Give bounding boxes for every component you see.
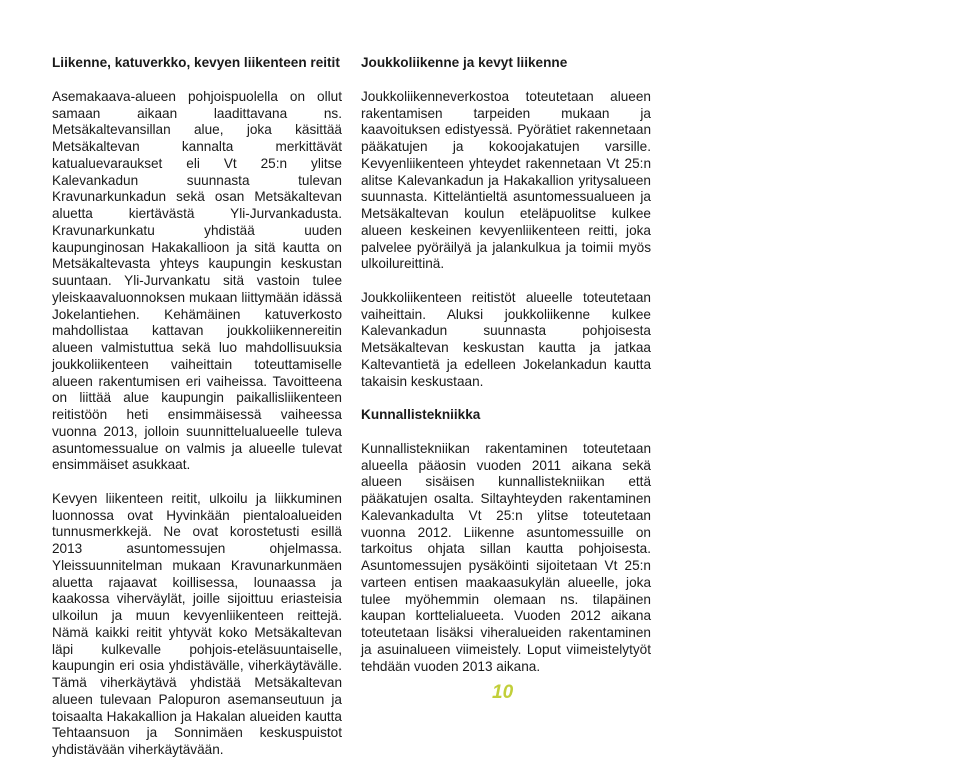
page-number: 10 bbox=[492, 682, 514, 703]
utilities-paragraph-1: Kunnallistekniikan rakentaminen toteutetaan alueella pääosin vuoden 2011 aikana sekä alueen sisäisen kunnallistekniikan että pääkatujen osalta. Siltayhteyden rakentaminen Kalevankadulta Vt 25:n ylitse toteutetaan vuonna 2012. Liikenne asuntomessuille on tarkoitus ohjata sillan kautta pohjoisesta. Asuntomessujen pysäköinti sijoitetaan Vt 25:n varteen entisen maakaasukylän alueelle, joka tulee myöhemmin olemaan ns. tilapäinen kaupan korttelialueeta. Vuoden 2012 aikana toteutetaan lisäksi viheralueiden rakentaminen ja asuinalueen viimeistely. Loput viimeistelytyöt tehdään vuoden 2013 aikana. bbox=[361, 440, 651, 674]
public-transport-heading: Joukkoliikenne ja kevyt liikenne bbox=[361, 55, 568, 70]
traffic-heading: Liikenne, katuverkko, kevyen liikenteen reitit bbox=[52, 55, 340, 70]
left-column bbox=[52, 55, 342, 776]
traffic-paragraph-2: Kevyen liikenteen reitit, ulkoilu ja liikkuminen luonnossa ovat Hyvinkään pientaloalueiden tunnusmerkkejä. Ne ovat korostetusti esillä 2013 asuntomessujen ohjelmassa. Yleissuunnitelman mukaan Kravunarkunmäen aluetta rajaavat koillisessa, lounaassa ja kaakossa viherväylät, joille sijoittuu eriasteisia ulkoilun ja muun kevyenliikenteen reittejä. Nämä kaikki reitit yhtyvät koko Metsäkaltevan läpi kulkevalle pohjois-eteläsuuntaiselle, kaupungin eri osia yhdistävälle, viherkäytävälle. Tämä viherkäytävä yhdistää Metsäkaltevan alueen tulevaan Palopuron asemanseutuun ja toisaalta Hakakallion ja Hakalan alueiden kautta Tehtaansuon ja Sonnimäen keskuspuistot yhdistävään viherkäytävään. bbox=[52, 490, 342, 757]
traffic-paragraph-1: Asemakaava-alueen pohjoispuolella on ollut samaan aikaan laadittavana ns. Metsäkaltevansillan alue, joka käsittää Metsäkaltevan kannalta merkittävät katualuevaraukset eli Vt 25:n ylitse Kalevankadun suunnasta tulevan Kravunarkunkadun sekä osan Metsäkaltevan aluetta kiertävästä Yli-Jurvankadusta. Kravunarkunkatu yhdistää uuden kaupunginosan Hakakallioon ja sitä kautta on Metsäkaltevasta yhteys kaupungin keskustan suuntaan. Yli-Jurvankatu sitä vastoin tulee yleiskaavaluonnoksen mukaan liittymään idässä Jokelantiehen. Kehämäinen katuverkosto mahdollistaa kattavan joukkoliikennereitin alueen valmistuttua sekä luo mahdollisuuksia joukkoliikenteen vaiheittain toteuttamiselle alueen rakentumisen eri vaiheissa. Tavoitteena on liittää alue kaupungin paikallisliikenteen reitistöön heti ensimmäisessä vaiheessa vuonna 2013, jolloin suunnittelualueelle tuleva asuntomessualue on valmis ja alueelle tulevat ensimmäiset asukkaat. bbox=[52, 88, 342, 473]
utilities-heading: Kunnallistekniikka bbox=[361, 407, 481, 422]
right-column bbox=[361, 55, 651, 692]
public-transport-paragraph-1: Joukkoliikenneverkostoa toteutetaan alueen rakentamisen tarpeiden mukaan ja kaavoituksen edistyessä. Pyörätiet rakennetaan pääkatujen ja kokoojakatujen varsille. Kevyenliikenteen yhteydet rakennetaan Vt 25:n alitse Kalevankadun ja Hakakallion yritysalueen suunnasta. Kitteläntieltä asuntomessualueen ja Metsäkaltevan koulun eteläpuolitse kulkee alueen keskeinen kevyenliikenteen reitti, joka palvelee pyöräilyä ja jalankulkua ja toimii myös ulkoilureittinä. bbox=[361, 88, 651, 272]
public-transport-paragraph-2: Joukkoliikenteen reitistöt alueelle toteutetaan vaiheittain. Aluksi joukkoliikenne kulkee Kalevankadun suunnasta pohjoisesta Metsäkaltevan keskustan kautta ja jatkaa Kaltevantietä ja edelleen Jokelankadun kautta takaisin keskustaan. bbox=[361, 289, 651, 389]
